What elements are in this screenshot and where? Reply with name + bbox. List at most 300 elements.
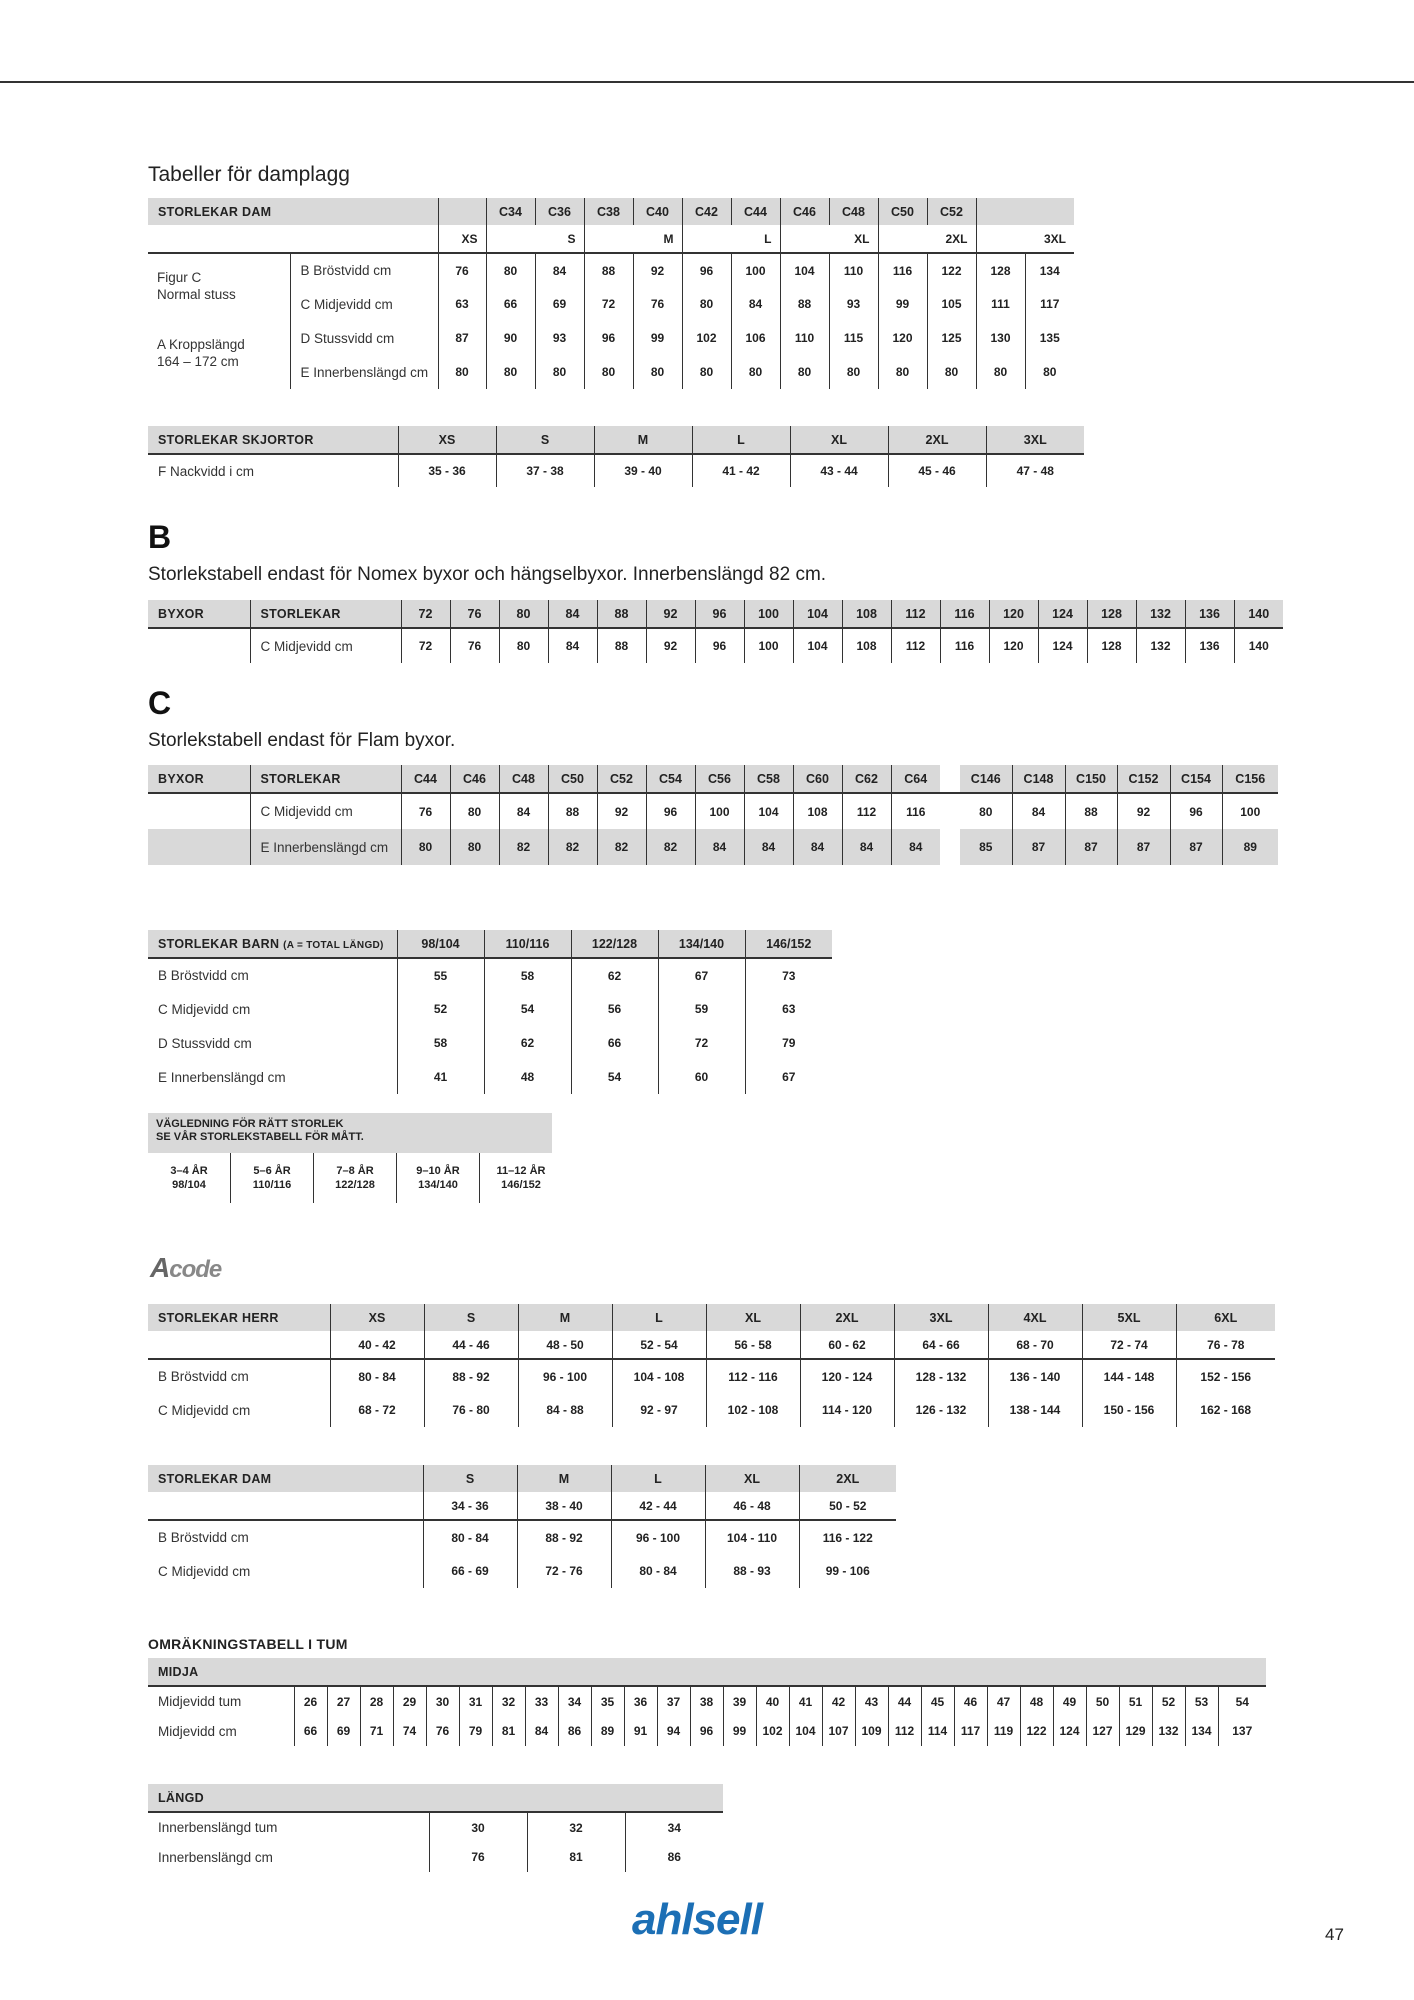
barn-value: 55: [397, 958, 484, 992]
herr-size: 3XL: [894, 1304, 988, 1331]
herr-value: 120 - 124: [800, 1359, 894, 1393]
herr-size: S: [424, 1304, 518, 1331]
midja-row-label: Midjevidd tum: [158, 1694, 242, 1709]
barn-value: 58: [484, 958, 571, 992]
herr-value: 112 - 116: [706, 1359, 800, 1393]
herr-range: 60 - 62: [800, 1331, 894, 1359]
herr-row-label: B Bröstvidd cm: [158, 1369, 249, 1384]
conversion-title: OMRÄKNINGSTABELL I TUM: [148, 1636, 348, 1652]
flam-value-2: 85: [960, 829, 1012, 865]
nomex-value: 120: [989, 628, 1038, 663]
dam-value: 117: [1025, 287, 1074, 321]
dam-letter-blank: [148, 225, 438, 253]
nomex-size: 112: [891, 600, 940, 628]
flam-value: 84: [499, 793, 548, 829]
dam-letter-size: S: [486, 225, 584, 253]
flam-value: 100: [695, 793, 744, 829]
shirts-size: L: [692, 426, 790, 454]
midja-row: [148, 1686, 1266, 1716]
dam-value: 110: [829, 253, 878, 287]
midja-value: 114: [921, 1716, 954, 1746]
dam-letter-size: 3XL: [976, 225, 1074, 253]
barn-value: 67: [658, 958, 745, 992]
dam-value: 88: [584, 253, 633, 287]
flam-value: 84: [842, 829, 891, 865]
acode-logo-a: A: [150, 1252, 170, 1283]
dam-c-size: C34: [486, 198, 535, 225]
flam-value: 82: [646, 829, 695, 865]
herr-value: 152 - 156: [1176, 1359, 1275, 1393]
barn-value: 54: [571, 1060, 658, 1094]
size-guide: [148, 1113, 562, 1203]
figure-note-line: Normal stuss: [157, 287, 236, 302]
herr-row-label: C Midjevidd cm: [158, 1402, 251, 1418]
flam-blank: [148, 829, 250, 865]
guide-age: 7–8 ÅR: [336, 1165, 374, 1177]
flam-size: C50: [548, 765, 597, 793]
shirts-header: STORLEKAR SKJORTOR: [148, 426, 398, 454]
herr-size: XS: [330, 1304, 424, 1331]
flam-value: 82: [499, 829, 548, 865]
herr-value: 114 - 120: [800, 1393, 894, 1427]
flam-size: C64: [891, 765, 940, 793]
midja-value: 28: [360, 1686, 393, 1716]
flam-size-2: C154: [1170, 765, 1222, 793]
flam-value-2: 100: [1222, 793, 1278, 829]
shirts-value: 39 - 40: [594, 454, 692, 487]
herr-value: 96 - 100: [518, 1359, 612, 1393]
flam-value-2: 87: [1170, 829, 1222, 865]
herr-range: 44 - 46: [424, 1331, 518, 1359]
guide-header-line2: SE VÅR STORLEKSTABELL FÖR MÅTT.: [156, 1131, 364, 1143]
barn-value: 63: [745, 992, 832, 1026]
langd-table-wrap: [148, 1784, 723, 1872]
guide-cell: [480, 1153, 563, 1203]
shirts-size: S: [496, 426, 594, 454]
dam-letter-size: M: [584, 225, 682, 253]
acode-dam-range: 50 - 52: [799, 1492, 896, 1520]
guide-cell: [231, 1153, 314, 1203]
midja-value: 39: [723, 1686, 756, 1716]
herr-value: 68 - 72: [330, 1393, 424, 1427]
herr-size: 5XL: [1082, 1304, 1176, 1331]
ahlsell-logo: ahlsell: [632, 1895, 762, 1944]
barn-size-table: [148, 930, 832, 1094]
herr-size: 6XL: [1176, 1304, 1275, 1331]
nomex-size: 104: [793, 600, 842, 628]
midja-value: 86: [558, 1716, 591, 1746]
dam-row-label: D Stussvidd cm: [290, 321, 438, 355]
dam-value: 76: [438, 253, 486, 287]
barn-value: 59: [658, 992, 745, 1026]
dam-value: 66: [486, 287, 535, 321]
acode-dam-value: 96 - 100: [611, 1520, 705, 1554]
midja-value: 54: [1218, 1686, 1266, 1716]
herr-value: 104 - 108: [612, 1359, 706, 1393]
nomex-size: 80: [499, 600, 548, 628]
dam-size-blank: [976, 198, 1074, 225]
midja-value: 49: [1053, 1686, 1086, 1716]
barn-value: 60: [658, 1060, 745, 1094]
dam-value: 69: [535, 287, 584, 321]
herr-value: 102 - 108: [706, 1393, 800, 1427]
dam-value: 106: [731, 321, 780, 355]
midja-table-wrap: [148, 1658, 1266, 1746]
guide-age: 9–10 ÅR: [416, 1165, 460, 1177]
dam-value: 92: [633, 253, 682, 287]
midja-value: 81: [492, 1716, 525, 1746]
guide-age: 3–4 ÅR: [170, 1165, 208, 1177]
dam-c-size: C42: [682, 198, 731, 225]
nomex-value: 96: [695, 628, 744, 663]
acode-dam-value: 88 - 93: [705, 1554, 799, 1588]
flam-row-label: C Midjevidd cm: [250, 793, 401, 829]
flam-value: 84: [891, 829, 940, 865]
barn-header-note: (A = TOTAL LÄNGD): [283, 939, 384, 951]
dam-table: [148, 198, 1074, 389]
nomex-value: 128: [1087, 628, 1136, 663]
barn-value: 66: [571, 1026, 658, 1060]
barn-row-label: D Stussvidd cm: [158, 1035, 252, 1051]
shirts-size-table: [148, 426, 1084, 487]
midja-value: 102: [756, 1716, 789, 1746]
flam-gap: [940, 829, 960, 865]
flam-value-2: 89: [1222, 829, 1278, 865]
acode-dam-value: 66 - 69: [423, 1554, 517, 1588]
flam-size: C52: [597, 765, 646, 793]
figure-note-line: Figur C: [157, 270, 202, 285]
guide-size: 98/104: [172, 1179, 206, 1191]
midja-value: 79: [459, 1716, 492, 1746]
nomex-size: 132: [1136, 600, 1185, 628]
shirts-size: M: [594, 426, 692, 454]
nomex-value: 84: [548, 628, 597, 663]
nomex-size: 124: [1038, 600, 1087, 628]
nomex-size: 88: [597, 600, 646, 628]
nomex-value: 112: [891, 628, 940, 663]
herr-range: 76 - 78: [1176, 1331, 1275, 1359]
midja-value: 46: [954, 1686, 987, 1716]
langd-header: LÄNGD: [148, 1784, 723, 1812]
midja-value: 84: [525, 1716, 558, 1746]
dam-value: 80: [682, 355, 731, 389]
dam-value: 80: [438, 355, 486, 389]
barn-size: 122/128: [571, 930, 658, 958]
guide-size: 110/116: [252, 1179, 292, 1191]
herr-value: 80 - 84: [330, 1359, 424, 1393]
flam-value: 112: [842, 793, 891, 829]
guide-age: 11–12 ÅR: [496, 1165, 546, 1177]
midja-value: 107: [822, 1716, 855, 1746]
dam-value: 105: [927, 287, 976, 321]
nomex-value: 72: [401, 628, 450, 663]
herr-row: [148, 1359, 1275, 1393]
herr-range: 56 - 58: [706, 1331, 800, 1359]
dam-letter-size: XS: [438, 225, 486, 253]
nomex-value: 136: [1185, 628, 1234, 663]
nomex-value: 76: [450, 628, 499, 663]
midja-value: 30: [426, 1686, 459, 1716]
shirts-value: 47 - 48: [986, 454, 1084, 487]
dam-row: [148, 287, 1074, 321]
dam-value: 99: [878, 287, 927, 321]
barn-value: 67: [745, 1060, 832, 1094]
shirts-size: 3XL: [986, 426, 1084, 454]
herr-size: XL: [706, 1304, 800, 1331]
acode-dam-range: 38 - 40: [517, 1492, 611, 1520]
herr-value: 76 - 80: [424, 1393, 518, 1427]
flam-size-2: C150: [1065, 765, 1117, 793]
dam-value: 80: [633, 355, 682, 389]
flam-value: 88: [548, 793, 597, 829]
midja-value: 47: [987, 1686, 1020, 1716]
nomex-size: 108: [842, 600, 891, 628]
nomex-value: 116: [940, 628, 989, 663]
dam-value: 125: [927, 321, 976, 355]
barn-value: 62: [484, 1026, 571, 1060]
midja-value: 26: [294, 1686, 327, 1716]
barn-value: 73: [745, 958, 832, 992]
nomex-col1: BYXOR: [148, 600, 250, 628]
nomex-size: 120: [989, 600, 1038, 628]
flam-value-2: 87: [1012, 829, 1065, 865]
dam-value: 80: [731, 355, 780, 389]
herr-range: 52 - 54: [612, 1331, 706, 1359]
dam-row-label: E Innerbenslängd cm: [290, 355, 438, 389]
dam-value: 80: [682, 287, 731, 321]
section-b-table: [148, 600, 1283, 663]
barn-header: [148, 930, 397, 958]
midja-value: 124: [1053, 1716, 1086, 1746]
guide-cell: [148, 1153, 231, 1203]
langd-row-label: Innerbenslängd cm: [158, 1849, 273, 1865]
nomex-value: 104: [793, 628, 842, 663]
dam-row: [148, 321, 1074, 355]
dam-value: 120: [878, 321, 927, 355]
dam-value: 135: [1025, 321, 1074, 355]
herr-size-table: [148, 1304, 1275, 1427]
midja-value: 33: [525, 1686, 558, 1716]
acode-dam-row: [148, 1554, 896, 1588]
herr-size: 2XL: [800, 1304, 894, 1331]
midja-value: 89: [591, 1716, 624, 1746]
acode-dam-table: [148, 1465, 896, 1588]
dam-value: 104: [780, 253, 829, 287]
flam-table: [148, 765, 1278, 865]
herr-range: 72 - 74: [1082, 1331, 1176, 1359]
herr-value: 92 - 97: [612, 1393, 706, 1427]
midja-value: 91: [624, 1716, 657, 1746]
flam-size: C56: [695, 765, 744, 793]
nomex-size: 100: [744, 600, 793, 628]
dam-value: 80: [584, 355, 633, 389]
midja-value: 38: [690, 1686, 723, 1716]
midja-value: 122: [1020, 1716, 1053, 1746]
flam-gap: [940, 793, 960, 829]
dam-value: 128: [976, 253, 1025, 287]
guide-header-line1: VÄGLEDNING FÖR RÄTT STORLEK: [156, 1118, 344, 1130]
midja-value: 76: [426, 1716, 459, 1746]
flam-value: 116: [891, 793, 940, 829]
flam-size: C46: [450, 765, 499, 793]
barn-row: [148, 1060, 832, 1094]
flam-col2: STORLEKAR: [250, 765, 401, 793]
midja-value: 40: [756, 1686, 789, 1716]
midja-value: 35: [591, 1686, 624, 1716]
flam-blank: [148, 793, 250, 829]
shirts-table: [148, 426, 1084, 487]
midja-value: 137: [1218, 1716, 1266, 1746]
acode-dam-size: S: [423, 1465, 517, 1492]
guide-table: [148, 1153, 562, 1203]
shirts-size: XL: [790, 426, 888, 454]
nomex-size: 72: [401, 600, 450, 628]
langd-row: [148, 1842, 723, 1872]
barn-value: 48: [484, 1060, 571, 1094]
midja-value: 48: [1020, 1686, 1053, 1716]
barn-size: 146/152: [745, 930, 832, 958]
dam-value: 134: [1025, 253, 1074, 287]
midja-value: 132: [1152, 1716, 1185, 1746]
flam-value-2: 96: [1170, 793, 1222, 829]
dam-size-table: [148, 198, 1074, 389]
nomex-table: [148, 600, 1283, 663]
dam-letter-size: 2XL: [878, 225, 976, 253]
herr-size: 4XL: [988, 1304, 1082, 1331]
midja-value: 99: [723, 1716, 756, 1746]
midja-row: [148, 1716, 1266, 1746]
acode-dam-value: 88 - 92: [517, 1520, 611, 1554]
acode-dam-range: 42 - 44: [611, 1492, 705, 1520]
midja-value: 74: [393, 1716, 426, 1746]
nomex-value: 100: [744, 628, 793, 663]
herr-value: 136 - 140: [988, 1359, 1082, 1393]
dam-value: 63: [438, 287, 486, 321]
flam-value: 80: [450, 829, 499, 865]
dam-value: 80: [878, 355, 927, 389]
midja-value: 129: [1119, 1716, 1152, 1746]
nomex-size: 84: [548, 600, 597, 628]
dam-value: 100: [731, 253, 780, 287]
nomex-value: 92: [646, 628, 695, 663]
nomex-value: 80: [499, 628, 548, 663]
langd-row-label: Innerbenslängd tum: [158, 1820, 278, 1835]
shirts-value: 37 - 38: [496, 454, 594, 487]
herr-value: 144 - 148: [1082, 1359, 1176, 1393]
langd-value: 30: [429, 1812, 527, 1842]
barn-size: 110/116: [484, 930, 571, 958]
shirts-value: 41 - 42: [692, 454, 790, 487]
barn-row-label: B Bröstvidd cm: [158, 968, 249, 983]
nomex-value: 140: [1234, 628, 1283, 663]
dam-figure-note: [157, 269, 236, 303]
dam-value: 84: [731, 287, 780, 321]
dam-value: 90: [486, 321, 535, 355]
dam-row-label: B Bröstvidd cm: [290, 253, 438, 287]
dam-c-size: C40: [633, 198, 682, 225]
dam-c-size: C44: [731, 198, 780, 225]
nomex-value: 132: [1136, 628, 1185, 663]
guide-cell: [314, 1153, 397, 1203]
barn-row: [148, 992, 832, 1026]
midja-value: 32: [492, 1686, 525, 1716]
midja-table: [148, 1658, 1266, 1746]
flam-value: 108: [793, 793, 842, 829]
flam-gap: [940, 765, 960, 793]
midja-value: 109: [855, 1716, 888, 1746]
langd-value: 76: [429, 1842, 527, 1872]
dam-length-note: [157, 336, 245, 370]
dam-value: 130: [976, 321, 1025, 355]
langd-table: [148, 1784, 723, 1872]
flam-value: 76: [401, 793, 450, 829]
midja-value: 119: [987, 1716, 1020, 1746]
acode-dam-size: XL: [705, 1465, 799, 1492]
dam-value: 72: [584, 287, 633, 321]
dam-value: 93: [535, 321, 584, 355]
flam-value: 82: [548, 829, 597, 865]
herr-header: STORLEKAR HERR: [148, 1304, 330, 1331]
flam-value: 92: [597, 793, 646, 829]
midja-value: 134: [1185, 1716, 1218, 1746]
herr-value: 126 - 132: [894, 1393, 988, 1427]
flam-value: 84: [793, 829, 842, 865]
langd-value: 32: [527, 1812, 625, 1842]
flam-size-2: C156: [1222, 765, 1278, 793]
midja-value: 94: [657, 1716, 690, 1746]
dam-value: 88: [780, 287, 829, 321]
acode-dam-row-label: B Bröstvidd cm: [158, 1530, 249, 1545]
flam-row: [148, 829, 1278, 865]
section-a-title: Tabeller för damplagg: [148, 163, 350, 186]
nomex-blank: [148, 628, 250, 663]
guide-size: 134/140: [418, 1179, 458, 1191]
acode-logo: [150, 1252, 221, 1284]
flam-value-2: 84: [1012, 793, 1065, 829]
barn-row: [148, 958, 832, 992]
nomex-col2: STORLEKAR: [250, 600, 401, 628]
dam-value: 115: [829, 321, 878, 355]
shirts-row-label: F Nackvidd i cm: [158, 463, 255, 479]
acode-dam-value: 99 - 106: [799, 1554, 896, 1588]
acode-dam-size: M: [517, 1465, 611, 1492]
nomex-size: 116: [940, 600, 989, 628]
page-number: 47: [1325, 1925, 1344, 1944]
nomex-size: 140: [1234, 600, 1283, 628]
midja-value: 45: [921, 1686, 954, 1716]
dam-value: 80: [1025, 355, 1074, 389]
herr-value: 162 - 168: [1176, 1393, 1275, 1427]
midja-value: 36: [624, 1686, 657, 1716]
barn-row-label: C Midjevidd cm: [158, 1001, 251, 1017]
barn-size: 98/104: [397, 930, 484, 958]
flam-value: 96: [646, 793, 695, 829]
nomex-size: 96: [695, 600, 744, 628]
figure-note-line: 164 – 172 cm: [157, 354, 239, 369]
dam-value: 80: [927, 355, 976, 389]
acode-dam-value: 72 - 76: [517, 1554, 611, 1588]
nomex-size: 76: [450, 600, 499, 628]
dam-c-size: C36: [535, 198, 584, 225]
herr-row: [148, 1393, 1275, 1427]
midja-value: 34: [558, 1686, 591, 1716]
midja-value: 53: [1185, 1686, 1218, 1716]
section-c-letter: C: [148, 685, 172, 721]
dam-value: 99: [633, 321, 682, 355]
flam-row: [148, 793, 1278, 829]
barn-value: 52: [397, 992, 484, 1026]
nomex-size: 92: [646, 600, 695, 628]
